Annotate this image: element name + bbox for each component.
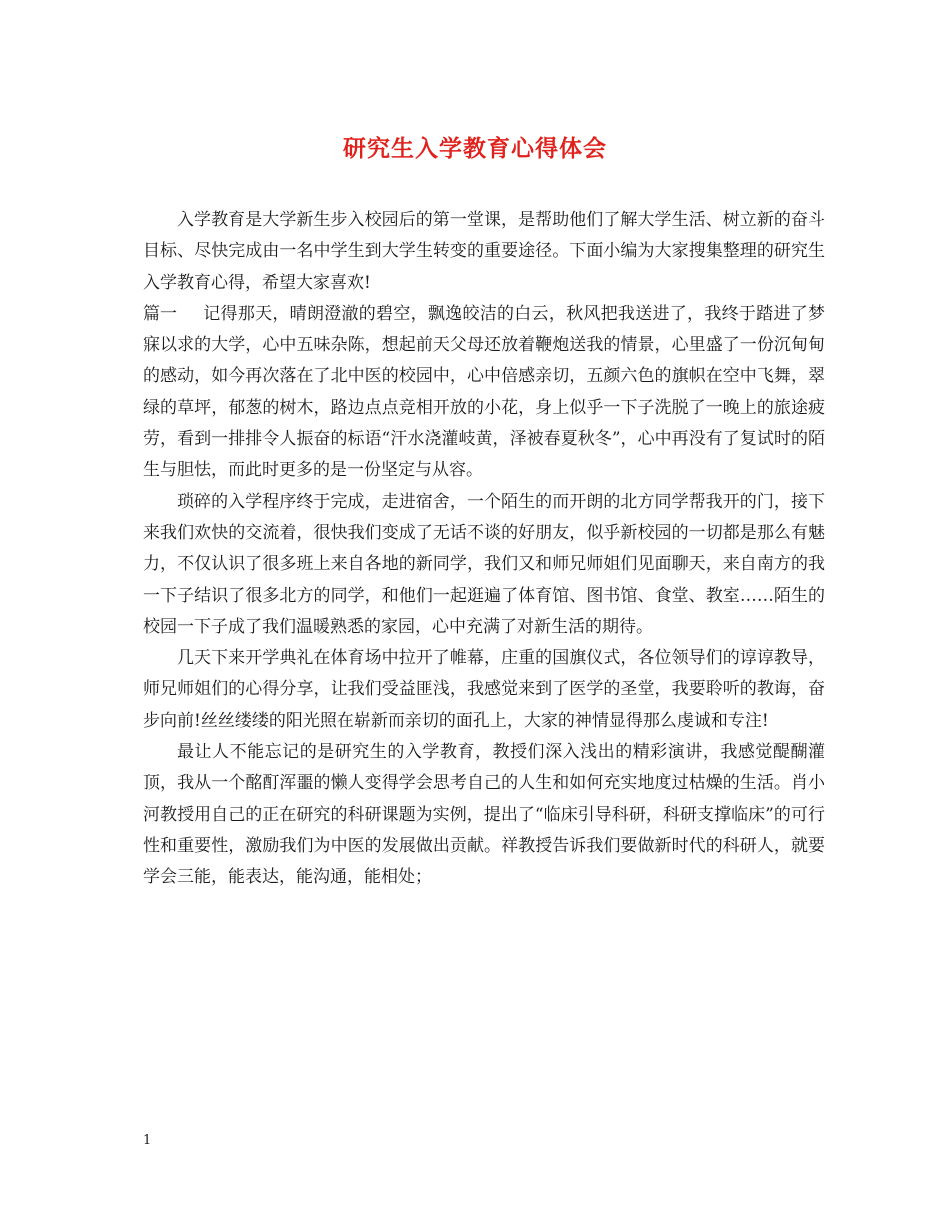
paragraph-text: 记得那天，晴朗澄澈的碧空，飘逸皎洁的白云，秋风把我送进了，我终于踏进了梦寐以求的大学，心中五味杂陈，想起前天父母还放着鞭炮送我的情景，心里盛了一份沉甸甸的感动，如今再次落在了北中医的校园中，心中倍感亲切，五颜六色的旗帜在空中飞舞，翠绿的草坪，郁葱的树木，路边点点竞相开放的小花，身上似乎一下子洗脱了一晚上的旅途疲劳，看到一排排令人振奋的标语“汗水浇灌岐黄，泽被春夏秋冬”，心中再没有了复试时的陌生与胆怯，而此时更多的是一份坚定与从容。 xyxy=(143,303,825,481)
document-body xyxy=(143,205,825,894)
document-title: 研究生入学教育心得体会 xyxy=(343,135,607,162)
intro-paragraph: 入学教育是大学新生步入校园后的第一堂课，是帮助他们了解大学生活、树立新的奋斗目标、尽快完成由一名中学生到大学生转变的重要途径。下面小编为大家搜集整理的研究生入学教育心得，希望大家喜欢! xyxy=(143,210,825,293)
section-label: 篇一 xyxy=(143,303,177,324)
paragraph-3: 几天下来开学典礼在体育场中拉开了帷幕，庄重的国旗仪式，各位领导们的谆谆教导，师兄师姐们的心得分享，让我们受益匪浅，我感觉来到了医学的圣堂，我要聆听的教诲，奋步向前!丝丝缕缕的阳光照在崭新而亲切的面孔上，大家的神情显得那么虔诚和专注! xyxy=(143,648,825,731)
paragraph-2: 琐碎的入学程序终于完成，走进宿舍，一个陌生的而开朗的北方同学帮我开的门，接下来我们欢快的交流着，很快我们变成了无话不谈的好朋友，似乎新校园的一切都是那么有魅力，不仅认识了很多班上来自各地的新同学，我们又和师兄师姐们见面聊天，来自南方的我一下子结识了很多北方的同学，和他们一起逛遍了体育馆、图书馆、食堂、教室……陌生的校园一下子成了我们温暖熟悉的家园，心中充满了对新生活的期待。 xyxy=(143,491,825,637)
paragraph-4: 最让人不能忘记的是研究生的入学教育，教授们深入浅出的精彩演讲，我感觉醍醐灌顶，我从一个酩酊浑噩的懒人变得学会思考自己的人生和如何充实地度过枯燥的生活。肖小河教授用自己的正在研究的科研课题为实例，提出了“临床引导科研，科研支撑临床”的可行性和重要性，激励我们为中医的发展做出贡献。祥教授告诉我们要做新时代的科研人，就要学会三能，能表达，能沟通，能相处； xyxy=(143,742,825,888)
page-number: 1 xyxy=(143,1133,152,1148)
section-paragraph-1 xyxy=(143,299,825,487)
